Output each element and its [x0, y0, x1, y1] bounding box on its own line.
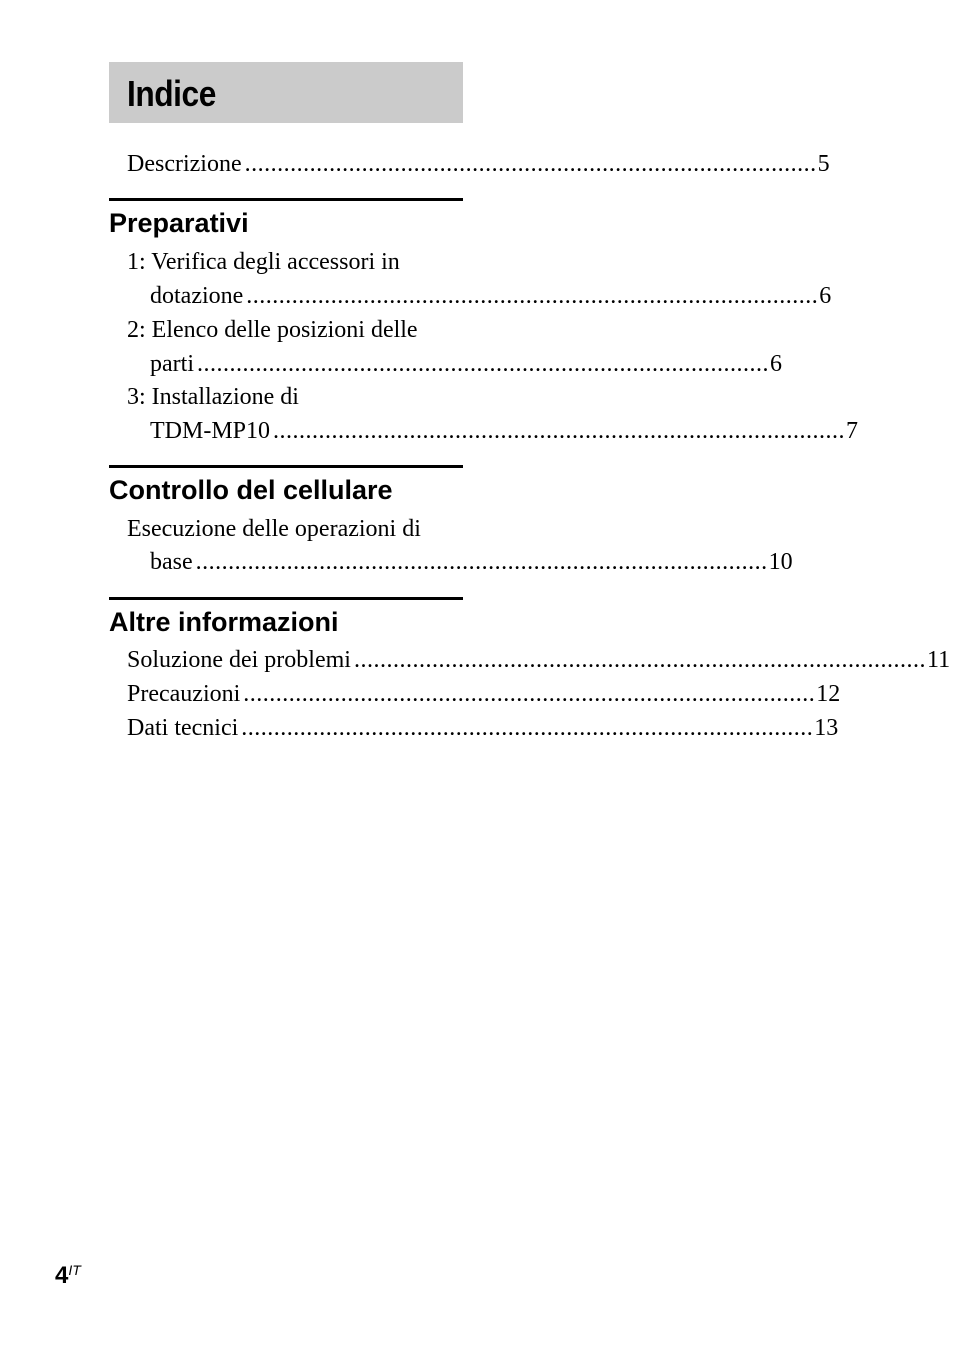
toc-entry-label: Precauzioni	[127, 681, 241, 707]
toc-entry-soluzione-problemi[interactable]	[127, 643, 951, 677]
dot-leader: ........................................................................................	[244, 151, 817, 177]
toc-entry-line[interactable]: 1: Verifica degli accessori in	[127, 249, 400, 275]
toc-entry-label: base	[150, 549, 193, 575]
toc-entry-label: TDM-MP10	[150, 418, 271, 444]
section-divider	[109, 198, 463, 201]
toc-entry-elenco-parti[interactable]	[150, 347, 782, 381]
toc-entry-page: 13	[814, 715, 839, 741]
toc-entry-dati-tecnici[interactable]	[127, 711, 839, 745]
dot-leader: ........................................................................................	[195, 549, 768, 575]
title-banner	[109, 62, 463, 123]
dot-leader: ........................................................................................	[353, 647, 926, 673]
toc-entry-page: 7	[846, 418, 859, 444]
dot-leader: ........................................................................................	[196, 351, 769, 377]
toc-entry-label: dotazione	[150, 283, 244, 309]
section-heading-preparativi: Preparativi	[109, 208, 249, 238]
page-number-value: 4	[55, 1262, 69, 1289]
toc-entry-line[interactable]: Esecuzione delle operazioni di	[127, 516, 421, 542]
toc-entry-page: 11	[926, 647, 951, 673]
section-heading-controllo: Controllo del cellulare	[109, 475, 393, 505]
toc-entry-label: Soluzione dei problemi	[127, 647, 351, 673]
section-heading-altre-informazioni: Altre informazioni	[109, 607, 339, 637]
section-divider	[109, 597, 463, 600]
dot-leader: ........................................................................................	[246, 283, 819, 309]
toc-entry-operazioni-base[interactable]	[150, 545, 793, 579]
toc-entry-label: Dati tecnici	[127, 715, 239, 741]
toc-entry-label: parti	[150, 351, 194, 377]
toc-entry-precauzioni[interactable]	[127, 677, 841, 711]
toc-entry-page: 12	[816, 681, 841, 707]
page-language-code: IT	[68, 1262, 81, 1278]
toc-entry-page: 6	[819, 283, 832, 309]
toc-entry-descrizione[interactable]	[127, 147, 830, 181]
dot-leader: ........................................................................................	[241, 715, 814, 741]
toc-entry-page: 6	[769, 351, 782, 377]
toc-entry-line[interactable]: 3: Installazione di	[127, 384, 299, 410]
toc-entry-label: Descrizione	[127, 151, 242, 177]
toc-entry-page: 10	[768, 549, 793, 575]
dot-leader: ........................................................................................	[273, 418, 846, 444]
section-divider	[109, 465, 463, 468]
dot-leader: ........................................................................................	[243, 681, 816, 707]
toc-entry-line[interactable]: 2: Elenco delle posizioni delle	[127, 317, 418, 343]
page-title: Indice	[127, 73, 216, 114]
page-number	[55, 1262, 81, 1290]
toc-entry-installazione[interactable]	[150, 414, 859, 448]
toc-entry-page: 5	[817, 151, 830, 177]
toc-entry-verifica-accessori[interactable]	[150, 279, 832, 313]
